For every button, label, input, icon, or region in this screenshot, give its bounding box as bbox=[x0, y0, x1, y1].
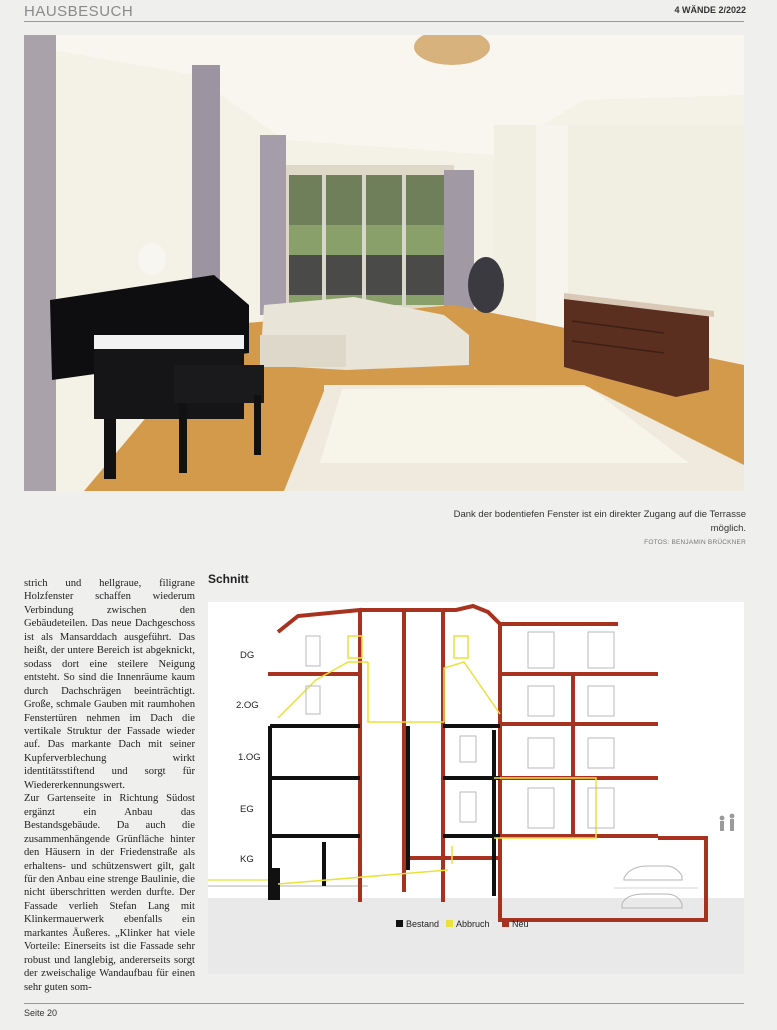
living-room-illustration bbox=[24, 35, 744, 491]
level-label-dg: DG bbox=[240, 650, 255, 661]
section-diagram bbox=[208, 602, 744, 974]
photo-caption: Dank der bodentiefen Fenster ist ein direkter Zugang auf die Terrasse möglich. bbox=[453, 509, 746, 534]
section-drawing bbox=[208, 602, 744, 974]
issue-label: 4 WÄNDE 2/2022 bbox=[674, 5, 746, 15]
legend-swatch-abbruch bbox=[446, 920, 453, 927]
section-label: HAUSBESUCH bbox=[24, 3, 134, 20]
legend-swatch-bestand bbox=[396, 920, 403, 927]
page-number: Seite 20 bbox=[24, 1008, 58, 1018]
level-label-eg: EG bbox=[240, 804, 254, 815]
top-rule bbox=[24, 21, 744, 22]
photo-credit: FOTOS: BENJAMIN BRÜCKNER bbox=[644, 539, 746, 546]
level-label-kg: KG bbox=[240, 854, 254, 865]
diagram-title: Schnitt bbox=[208, 572, 249, 586]
article-paragraph: strich und hellgraue, filigrane Holzfenster schaffen wiederum Verbindung zwischen den Gebäudeteilen. Das neue Dachgeschoss ist als Mansarddach ausgeführt. Das heißt, der untere Bereich ist abgeknickt, sodass dort eine steilere Neigung entsteht. So sind die Innenräume kaum durch Dachschrägen beeinträchtigt. Große, schmale Gauben mit raumhohen Fenstertüren nehmen im Dach die vertikale Struktur der Fassade wieder auf. Das markante Dach mit seiner Kupferverblechung wirkt identitätsstiftend und sorgt für Wiedererkennungswert. bbox=[24, 578, 195, 791]
level-label-2og: 2.OG bbox=[236, 700, 259, 711]
bottom-rule bbox=[24, 1003, 744, 1004]
level-label-1og: 1.OG bbox=[238, 752, 261, 763]
article-paragraph: Zur Gartenseite in Richtung Südost ergänzt ein Anbau das Bestandsgebäude. Da auch die zusammenhängende Grünfläche hinter den Häusern in der Friedenstraße als erhaltens- und schützenswert gilt, galt für den Anbau eine strenge Baulinie, die nicht überschritten werden durfte. Der Fassade verlieh Stefan Lang mit Klinkermauerwerk ebenfalls ein markantes Äußeres. „Klinker hat viele Vorteile: Einerseits ist die Fassade sehr robust und langlebig, andererseits sorgt der zweischalige Wandaufbau für einen sehr guten som- bbox=[24, 793, 195, 993]
article-body bbox=[24, 577, 195, 994]
legend-label-abbruch: Abbruch bbox=[456, 919, 490, 929]
legend-label-bestand: Bestand bbox=[406, 919, 440, 929]
legend-swatch-neu bbox=[502, 920, 509, 927]
living-room-photo bbox=[24, 35, 744, 491]
legend-label-neu: Neu bbox=[512, 919, 529, 929]
